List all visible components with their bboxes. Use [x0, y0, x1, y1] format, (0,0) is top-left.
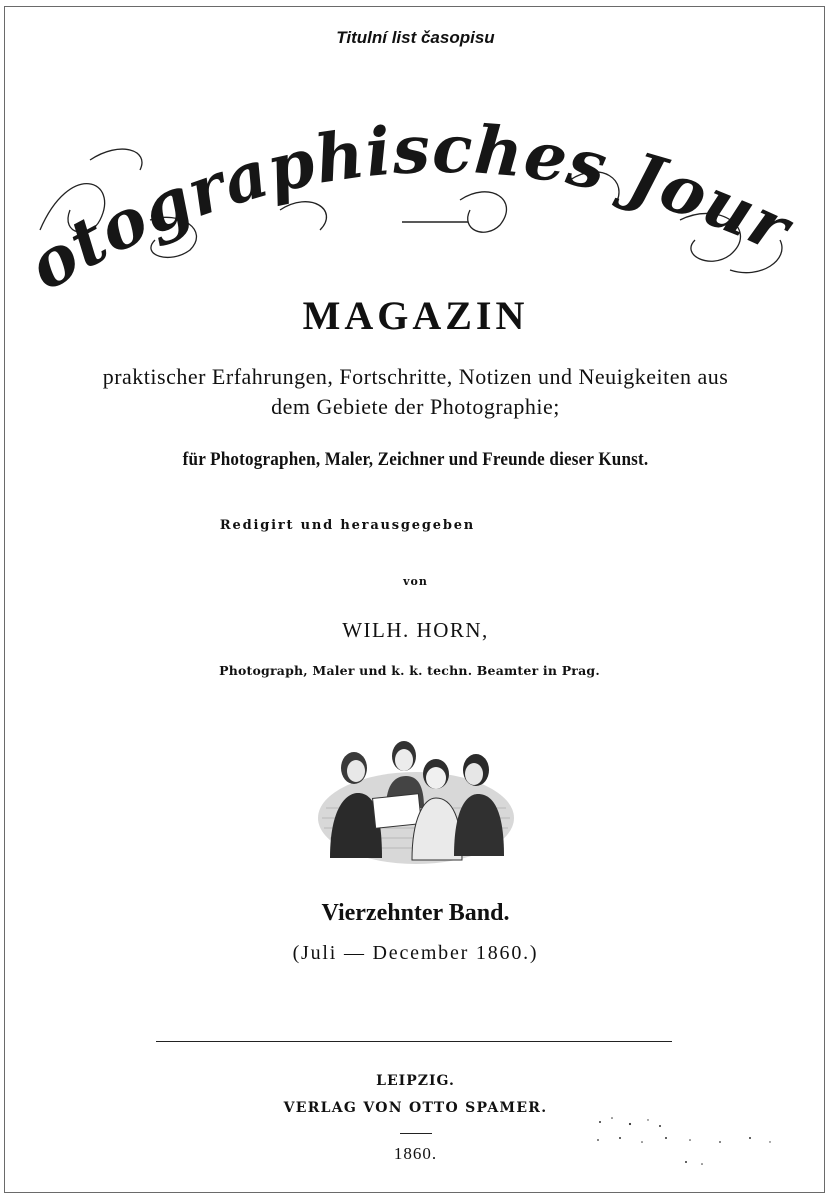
von-line: von	[403, 575, 428, 588]
masthead-graphic	[30, 60, 810, 290]
volume-dates: (Juli — December 1860.)	[292, 942, 539, 964]
masthead	[30, 60, 810, 290]
engraving-four-figures-icon	[316, 738, 516, 868]
print-specks-icon	[590, 1112, 790, 1172]
imprint-publisher: VERLAG VON OTTO SPAMER.	[283, 1100, 548, 1116]
imprint-city: LEIPZIG.	[376, 1073, 455, 1089]
imprint-short-rule	[400, 1133, 432, 1134]
audience-line: für Photographen, Maler, Zeichner und Freunde dieser Kunst.	[182, 449, 649, 470]
volume-title: Vierzehnter Band.	[321, 900, 510, 926]
editor-note: Redigirt und herausgegeben	[219, 518, 476, 533]
author-description: Photograph, Maler und k. k. techn. Beamter in Prag.	[219, 663, 600, 678]
subtitle-line-1: praktischer Erfahrungen, Fortschritte, Notizen und Neuigkeiten aus	[102, 364, 729, 389]
author-name: WILH. HORN,	[342, 618, 489, 642]
heading-magazin: MAGAZIN	[302, 293, 529, 338]
imprint-year: 1860.	[393, 1144, 438, 1163]
masthead-title: tographisches Jour	[56, 109, 803, 284]
subtitle	[0, 362, 831, 422]
subtitle-line-2: dem Gebiete der Photographie;	[271, 394, 560, 419]
page-caption: Titulní list časopisu	[336, 28, 495, 47]
divider-rule	[156, 1041, 672, 1042]
